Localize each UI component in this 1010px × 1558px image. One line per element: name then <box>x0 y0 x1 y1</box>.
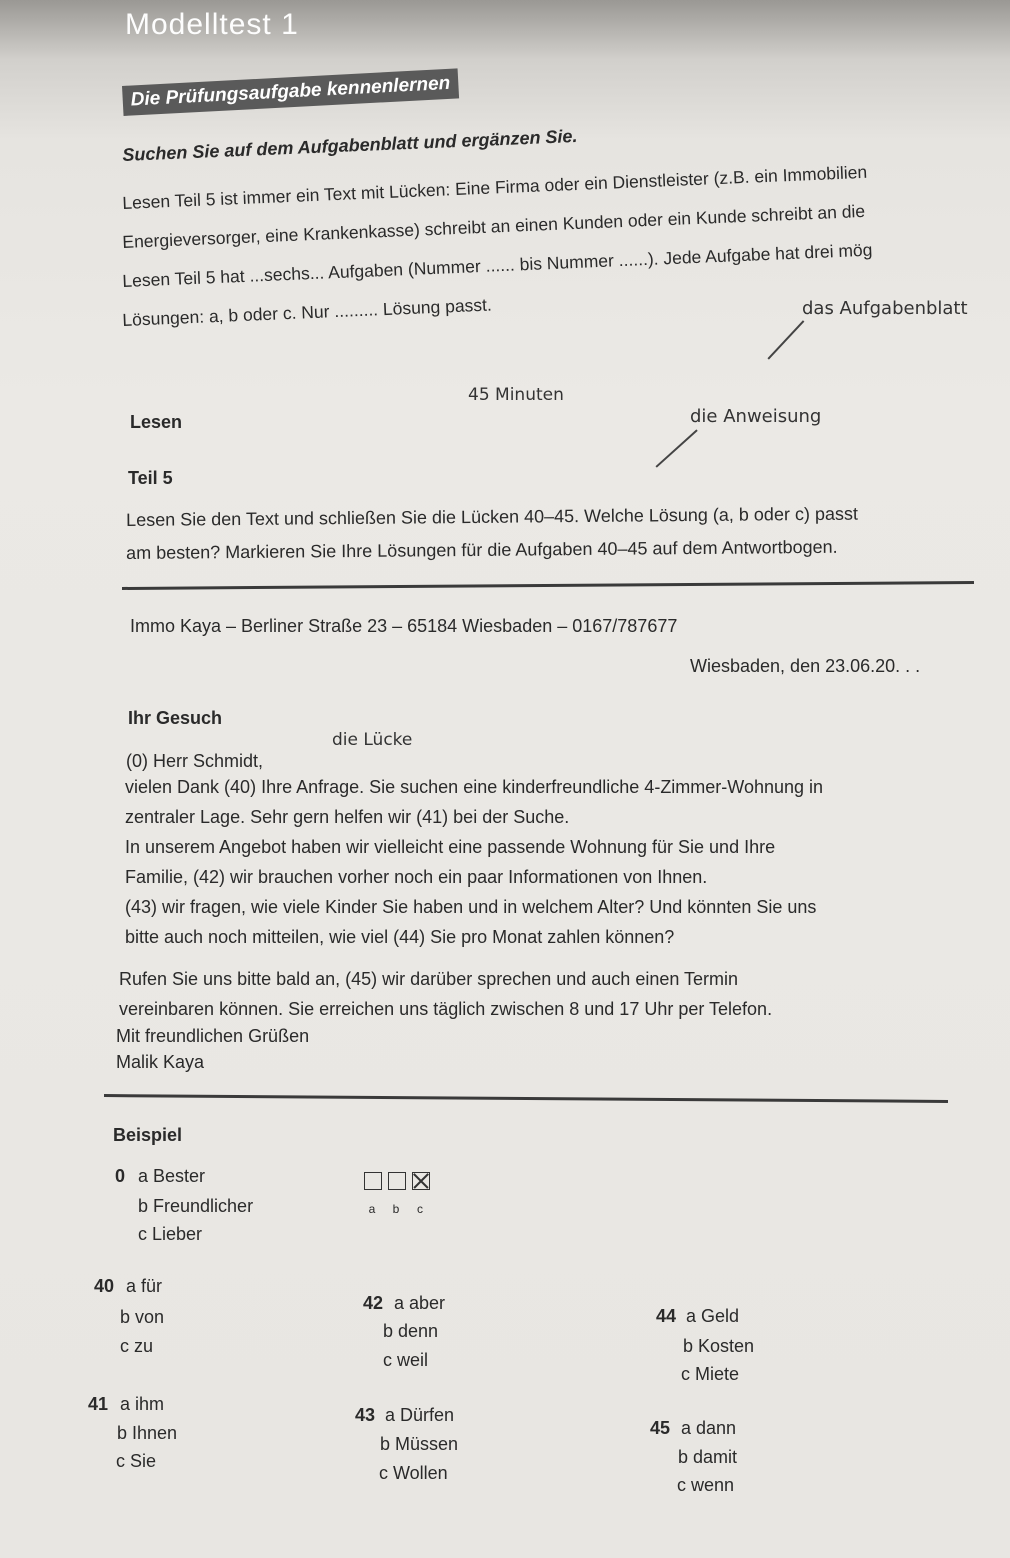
question-42-option-c: c weil <box>383 1350 429 1370</box>
task-line-1: Lesen Sie den Text und schließen Sie die Lücken 40–45. Welche Lösung (a, b oder c) passt <box>126 503 859 530</box>
letter-signature: Malik Kaya <box>116 1052 205 1072</box>
question-43-option-a: a Dürfen <box>385 1405 455 1425</box>
question-45-number: 45 <box>650 1418 671 1438</box>
question-41-number: 41 <box>88 1394 109 1414</box>
example-number: 0 <box>115 1166 126 1186</box>
arrow-aufgabenblatt <box>767 320 804 359</box>
question-45-option-b: b damit <box>678 1447 738 1467</box>
letter-line-1: vielen Dank (40) Ihre Anfrage. Sie suchen eine kinderfreundliche 4-Zimmer-Wohnung in <box>125 777 824 797</box>
question-43-number: 43 <box>355 1405 376 1425</box>
example-option-a: a Bester <box>138 1166 206 1186</box>
task-line-2: am besten? Markieren Sie Ihre Lösungen für die Aufgaben 40–45 auf dem Antwortbogen. <box>126 536 838 563</box>
question-41-option-c: c Sie <box>116 1451 157 1471</box>
example-option-b: b Freundlicher <box>138 1196 254 1216</box>
arrow-anweisung <box>655 429 697 467</box>
example-box-labels <box>360 1200 432 1218</box>
question-41-option-b: b Ihnen <box>117 1423 178 1443</box>
intro-line-4: Lösungen: a, b oder c. Nur ......... Lösung passt. <box>122 294 493 330</box>
letter-sender: Immo Kaya – Berliner Straße 23 – 65184 Wiesbaden – 0167/787677 <box>130 616 678 636</box>
letter-subject: Ihr Gesuch <box>128 708 223 728</box>
letter-closing: Mit freundlichen Grüßen <box>116 1026 310 1046</box>
question-42-number: 42 <box>363 1293 384 1313</box>
question-44-number: 44 <box>656 1306 677 1326</box>
box-label-a: a <box>368 1202 376 1216</box>
divider-bottom <box>104 1094 948 1103</box>
question-43-option-c: c Wollen <box>379 1463 448 1483</box>
checkbox-c-checked[interactable] <box>412 1172 430 1190</box>
example-answer-boxes <box>364 1172 436 1190</box>
question-45-option-c: c wenn <box>677 1475 735 1495</box>
intro-line-1: Lesen Teil 5 ist immer ein Text mit Lücken: Eine Firma oder ein Dienstleister (z.B. ein Immobilien <box>122 161 868 213</box>
letter-line-2: zentraler Lage. Sehr gern helfen wir (41) bei der Suche. <box>125 807 570 827</box>
letter-line-6: bitte auch noch mitteilen, wie viel (44) Sie pro Monat zahlen können? <box>125 927 675 947</box>
letter-line-4: Familie, (42) wir brauchen vorher noch ein paar Informationen von Ihnen. <box>125 867 708 887</box>
divider-top <box>122 581 974 590</box>
question-42-option-a: a aber <box>394 1293 446 1313</box>
letter-line-5: (43) wir fragen, wie viele Kinder Sie haben und in welchem Alter? Und könnten Sie uns <box>125 897 817 917</box>
question-40-option-a: a für <box>126 1276 163 1296</box>
box-label-b: b <box>392 1202 400 1216</box>
section-teil: Teil 5 <box>128 468 173 488</box>
box-label-c: c <box>417 1202 423 1216</box>
page-title: Modelltest 1 <box>125 8 299 41</box>
letter-line-3: In unserem Angebot haben wir vielleicht eine passende Wohnung für Sie und Ihre <box>125 837 776 857</box>
letter-date: Wiesbaden, den 23.06.20. . . <box>690 656 921 676</box>
checkbox-a[interactable] <box>364 1172 382 1190</box>
intro-line-2: Energieversorger, eine Krankenkasse) schreibt an einen Kunden oder ein Kunde schreibt an die <box>122 200 866 252</box>
annotation-aufgabenblatt: das Aufgabenblatt <box>802 298 968 319</box>
question-44-option-a: a Geld <box>686 1306 740 1326</box>
section-lesen: Lesen <box>130 412 183 432</box>
question-40-option-c: c zu <box>120 1336 154 1356</box>
annotation-minuten: 45 Minuten <box>468 385 564 405</box>
checkbox-b[interactable] <box>388 1172 406 1190</box>
question-42-option-b: b denn <box>383 1321 439 1341</box>
letter-line-8: vereinbaren können. Sie erreichen uns täglich zwischen 8 und 17 Uhr per Telefon. <box>119 999 773 1019</box>
question-40-option-b: b von <box>120 1307 165 1327</box>
letter-line-7: Rufen Sie uns bitte bald an, (45) wir darüber sprechen und auch einen Termin <box>119 969 739 989</box>
section-banner: Die Prüfungsaufgabe kennenlernen <box>122 68 459 116</box>
question-43-option-b: b Müssen <box>380 1434 459 1454</box>
instruction: Suchen Sie auf dem Aufgabenblatt und ergänzen Sie. <box>122 125 578 165</box>
question-40-number: 40 <box>94 1276 115 1296</box>
letter-salutation: (0) Herr Schmidt, <box>126 751 264 771</box>
question-45-option-a: a dann <box>681 1418 737 1438</box>
example-heading: Beispiel <box>113 1125 183 1145</box>
annotation-anweisung: die Anweisung <box>690 406 822 427</box>
question-41-option-a: a ihm <box>120 1394 165 1414</box>
example-option-c: c Lieber <box>138 1224 203 1244</box>
question-44-option-b: b Kosten <box>683 1336 755 1356</box>
annotation-luecke: die Lücke <box>332 730 413 750</box>
intro-line-3: Lesen Teil 5 hat ...sechs... Aufgaben (Nummer ...... bis Nummer ......). Jede Aufgabe hat drei mög <box>122 239 873 291</box>
question-44-option-c: c Miete <box>681 1364 740 1384</box>
